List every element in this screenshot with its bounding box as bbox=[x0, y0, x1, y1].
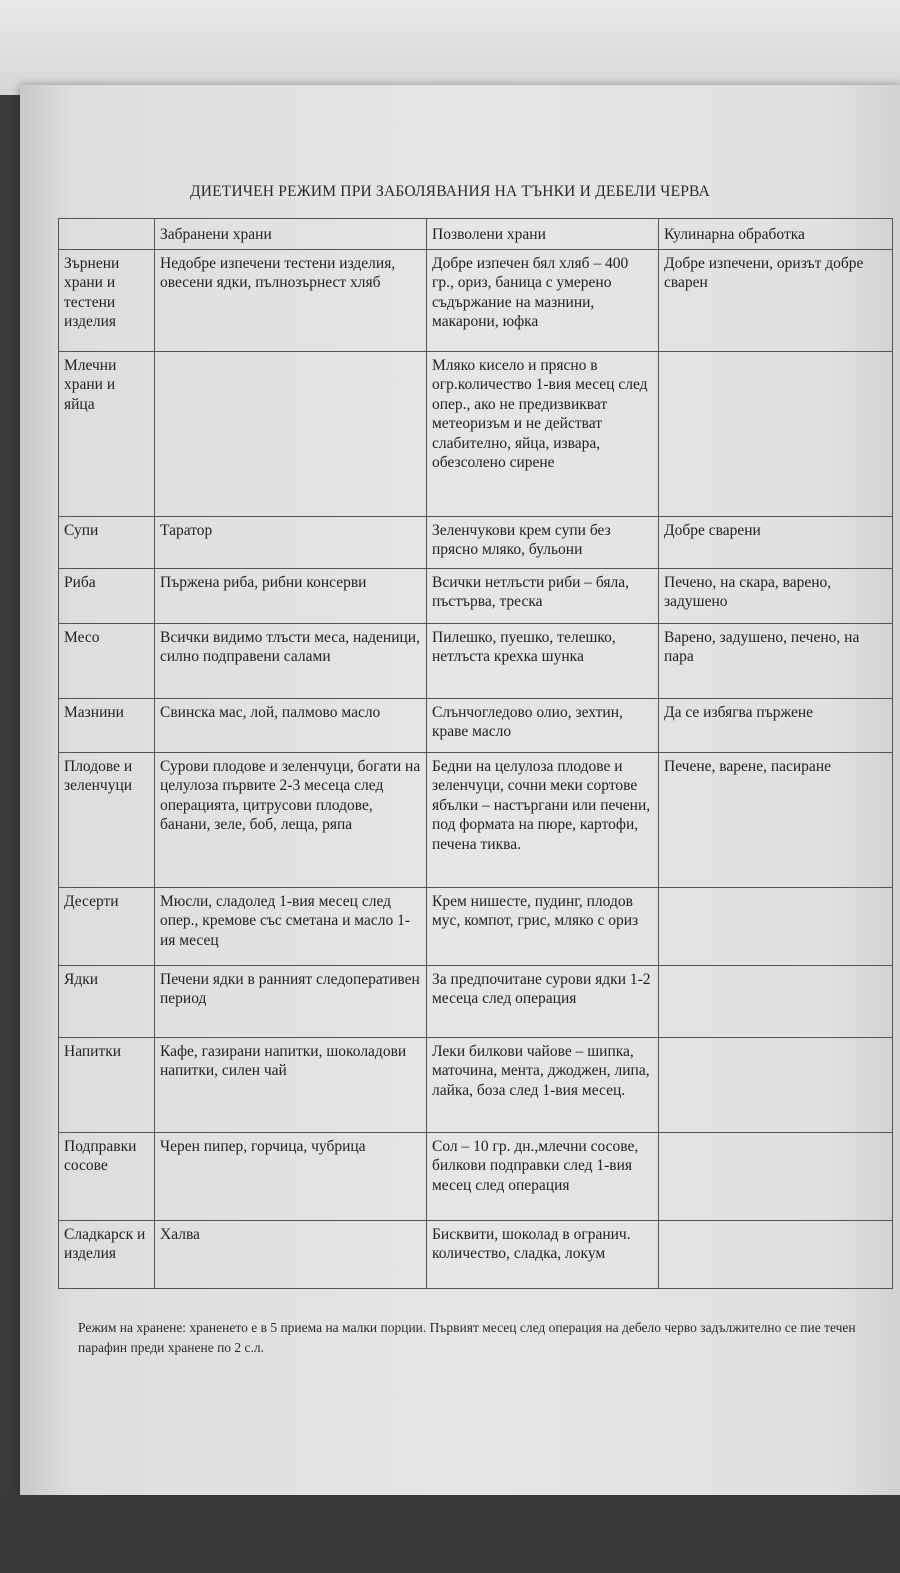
cell-category: Месо bbox=[59, 623, 155, 698]
cell-category: Сладкарск и изделия bbox=[59, 1220, 155, 1288]
cell-forbidden: Черен пипер, горчица, чубрица bbox=[155, 1132, 427, 1220]
cell-allowed: Мляко кисело и прясно в огр.количество 1-вия месец след опер., ако не предизвикват метеоризъм и не действат слабително, яйца, извара, обезсолено сирене bbox=[427, 351, 659, 516]
cell-category: Ядки bbox=[59, 965, 155, 1037]
table-row bbox=[59, 965, 893, 1037]
table-row bbox=[59, 1220, 893, 1288]
cell-forbidden: Таратор bbox=[155, 516, 427, 568]
cell-forbidden: Сурови плодове и зеленчуци, богати на целулоза първите 2-3 месеца след операцията, цитрусови плодове, банани, зеле, боб, леща, ряпа bbox=[155, 752, 427, 887]
cell-forbidden: Недобре изпечени тестени изделия, овесени ядки, пълнозърнест хляб bbox=[155, 249, 427, 351]
cell-cooking: Да се избягва пържене bbox=[659, 698, 893, 752]
table-row bbox=[59, 623, 893, 698]
cell-cooking: Добре изпечени, оризът добре сварен bbox=[659, 249, 893, 351]
table-header-row bbox=[59, 219, 893, 250]
cell-category: Напитки bbox=[59, 1037, 155, 1132]
cell-allowed: Крем нишесте, пудинг, плодов мус, компот, грис, мляко с ориз bbox=[427, 887, 659, 965]
table-row bbox=[59, 249, 893, 351]
cell-cooking: Добре сварени bbox=[659, 516, 893, 568]
cell-cooking bbox=[659, 351, 893, 516]
header-forbidden: Забранени храни bbox=[155, 219, 427, 250]
table-row bbox=[59, 698, 893, 752]
cell-forbidden: Всички видимо тлъсти меса, наденици, силно подправени салами bbox=[155, 623, 427, 698]
cell-category: Десерти bbox=[59, 887, 155, 965]
background-top bbox=[0, 0, 900, 95]
table-row bbox=[59, 1037, 893, 1132]
cell-cooking: Печене, варене, пасиране bbox=[659, 752, 893, 887]
table-row bbox=[59, 1132, 893, 1220]
table-row bbox=[59, 752, 893, 887]
cell-allowed: Слънчогледово олио, зехтин, краве масло bbox=[427, 698, 659, 752]
cell-forbidden: Пържена риба, рибни консерви bbox=[155, 568, 427, 623]
cell-cooking bbox=[659, 1220, 893, 1288]
table-row bbox=[59, 516, 893, 568]
cell-cooking bbox=[659, 965, 893, 1037]
cell-forbidden: Мюсли, сладолед 1-вия месец след опер., кремове със сметана и масло 1-ия месец bbox=[155, 887, 427, 965]
cell-allowed: Бисквити, шоколад в огранич. количество, сладка, локум bbox=[427, 1220, 659, 1288]
diet-table bbox=[58, 218, 893, 1289]
cell-forbidden bbox=[155, 351, 427, 516]
cell-allowed: Леки билкови чайове – шипка, маточина, мента, джоджен, липа, лайка, боза след 1-вия месец. bbox=[427, 1037, 659, 1132]
cell-forbidden: Свинска мас, лой, палмово масло bbox=[155, 698, 427, 752]
header-cooking: Кулинарна обработка bbox=[659, 219, 893, 250]
cell-category: Мазнини bbox=[59, 698, 155, 752]
header-category bbox=[59, 219, 155, 250]
document-title: ДИЕТИЧЕН РЕЖИМ ПРИ ЗАБОЛЯВАНИЯ НА ТЪНКИ И ДЕБЕЛИ ЧЕРВА bbox=[189, 183, 711, 200]
cell-forbidden: Кафе, газирани напитки, шоколадови напитки, силен чай bbox=[155, 1037, 427, 1132]
cell-allowed: Зеленчукови крем супи без прясно мляко, бульони bbox=[427, 516, 659, 568]
table-row bbox=[59, 351, 893, 516]
header-allowed: Позволени храни bbox=[427, 219, 659, 250]
cell-cooking bbox=[659, 1132, 893, 1220]
cell-allowed: Добре изпечен бял хляб – 400 гр., ориз, баница с умерено съдържание на мазнини, макарони, юфка bbox=[427, 249, 659, 351]
cell-cooking bbox=[659, 1037, 893, 1132]
cell-category: Плодове и зеленчуци bbox=[59, 752, 155, 887]
cell-allowed: Сол – 10 гр. дн.,млечни сосове, билкови подправки след 1-вия месец след операция bbox=[427, 1132, 659, 1220]
cell-forbidden: Халва bbox=[155, 1220, 427, 1288]
cell-forbidden: Печени ядки в ранният следоперативен период bbox=[155, 965, 427, 1037]
cell-category: Подправки сосове bbox=[59, 1132, 155, 1220]
cell-cooking: Печено, на скара, варено, задушено bbox=[659, 568, 893, 623]
background-bottom bbox=[0, 1495, 900, 1573]
diet-footnote: Режим на хранене: храненето е в 5 приема на малки порции. Първият месец след операция на дебело черво задължително се пие течен парафин преди хранене по 2 с.л. bbox=[78, 1320, 856, 1355]
cell-allowed: Всички нетлъсти риби – бяла, пъстърва, треска bbox=[427, 568, 659, 623]
table-row bbox=[59, 887, 893, 965]
cell-category: Риба bbox=[59, 568, 155, 623]
cell-category: Млечни храни и яйца bbox=[59, 351, 155, 516]
table-row bbox=[59, 568, 893, 623]
cell-category: Зърнени храни и тестени изделия bbox=[59, 249, 155, 351]
cell-cooking bbox=[659, 887, 893, 965]
cell-allowed: Пилешко, пуешко, телешко, нетлъста крехка шунка bbox=[427, 623, 659, 698]
cell-allowed: За предпочитане сурови ядки 1-2 месеца след операция bbox=[427, 965, 659, 1037]
cell-cooking: Варено, задушено, печено, на пара bbox=[659, 623, 893, 698]
cell-category: Супи bbox=[59, 516, 155, 568]
cell-allowed: Бедни на целулоза плодове и зеленчуци, сочни меки сортове ябълки – настъргани или печени, под формата на пюре, картофи, печена тиква. bbox=[427, 752, 659, 887]
